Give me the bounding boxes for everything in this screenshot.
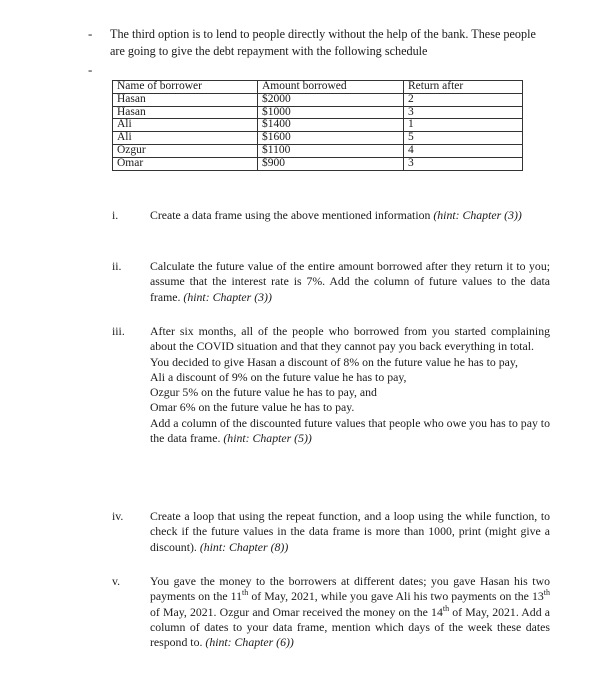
bullet-marker: - [88, 26, 93, 41]
item-text: You gave the money to the borrowers at different dates; you gave Hasan his two payments on the 11 [150, 574, 550, 604]
cell-name: Ali [113, 132, 258, 145]
item-text: Create a data frame using the above mentioned information [150, 208, 431, 222]
item-number: iv. [112, 509, 124, 523]
item-hint: (hint: Chapter (6)) [205, 635, 294, 650]
discount-line: Ali a discount of 9% on the future value he has to pay, [150, 369, 407, 384]
table-row [113, 132, 523, 145]
header-name: Name of borrower [113, 81, 258, 94]
item-text-last: Add a column of the discounted future values that people who owe you has to pay to the data frame. [150, 415, 550, 446]
item-hint: (hint: Chapter (3)) [433, 208, 522, 222]
item-body [150, 574, 550, 650]
cell-return: 3 [404, 157, 523, 170]
item-body [150, 208, 550, 223]
item-hint: (hint: Chapter (8)) [199, 539, 289, 554]
item-text: of May, 2021. Add a column of dates to your data frame, mention which days of the week these dates respond to. [150, 604, 551, 650]
question-item-i [112, 208, 550, 223]
table-header-row [113, 81, 523, 94]
ordinal-suffix: th [242, 588, 249, 598]
header-return: Return after [404, 81, 523, 94]
cell-amount: $1600 [258, 132, 404, 145]
header-amount: Amount borrowed [258, 81, 404, 94]
cell-name: Ali [113, 119, 258, 132]
cell-amount: $900 [258, 157, 404, 170]
item-number: iii. [112, 324, 125, 338]
cell-name: Hasan [113, 93, 258, 106]
cell-amount: $1000 [258, 106, 404, 119]
item-text: of May, 2021, while you gave Ali his two payments on the 13 [248, 589, 544, 604]
item-number: i. [112, 208, 119, 222]
bullet-marker: - [88, 62, 93, 77]
table-row [113, 157, 523, 170]
ordinal-suffix: th [543, 588, 550, 598]
intro-paragraph: The third option is to lend to people directly without the help of the bank. These people are going to give the debt repayment with the following schedule [110, 27, 536, 58]
repayment-schedule-table [112, 80, 523, 171]
discount-line: Ozgur 5% on the future value he has to pay, and [150, 385, 377, 400]
discount-line: Omar 6% on the future value he has to pay. [150, 400, 355, 415]
question-item-v [112, 574, 550, 650]
item-text: Create a loop that using the repeat function, and a loop using the while function, to check if the future values in the data frame is more than 1000, print (might give a discount). [150, 509, 550, 554]
table-row [113, 144, 523, 157]
item-body [150, 324, 550, 446]
question-item-iv [112, 509, 550, 555]
table-row [113, 119, 523, 132]
cell-return: 2 [404, 93, 523, 106]
cell-return: 5 [404, 132, 523, 145]
item-body [150, 509, 550, 555]
cell-name: Ozgur [113, 144, 258, 157]
question-item-iii [112, 324, 550, 446]
item-hint: (hint: Chapter (5)) [223, 431, 312, 446]
cell-name: Omar [113, 157, 258, 170]
ordinal-suffix: th [442, 603, 450, 613]
cell-return: 4 [404, 144, 523, 157]
cell-amount: $1400 [258, 119, 404, 132]
item-number: ii. [112, 259, 122, 273]
question-item-ii [112, 259, 550, 305]
cell-return: 3 [404, 106, 523, 119]
item-hint: (hint: Chapter (3)) [183, 289, 272, 304]
cell-return: 1 [404, 119, 523, 132]
item-text: of May, 2021. Ozgur and Omar received the money on the 14 [150, 604, 443, 619]
cell-amount: $1100 [258, 144, 404, 157]
table-row [113, 106, 523, 119]
discount-line: You decided to give Hasan a discount of 8% on the future value he has to pay, [150, 354, 518, 369]
item-text: Calculate the future value of the entire amount borrowed after they return it to you; assume that the interest rate is 7%. Add the column of future values to the data frame. [150, 259, 550, 304]
cell-name: Hasan [113, 106, 258, 119]
item-body [150, 259, 550, 305]
table-row [113, 93, 523, 106]
item-text: After six months, all of the people who borrowed from you started complaining about the COVID situation and that they cannot pay you back everything in total. [150, 324, 550, 354]
cell-amount: $2000 [258, 93, 404, 106]
item-number: v. [112, 574, 121, 588]
